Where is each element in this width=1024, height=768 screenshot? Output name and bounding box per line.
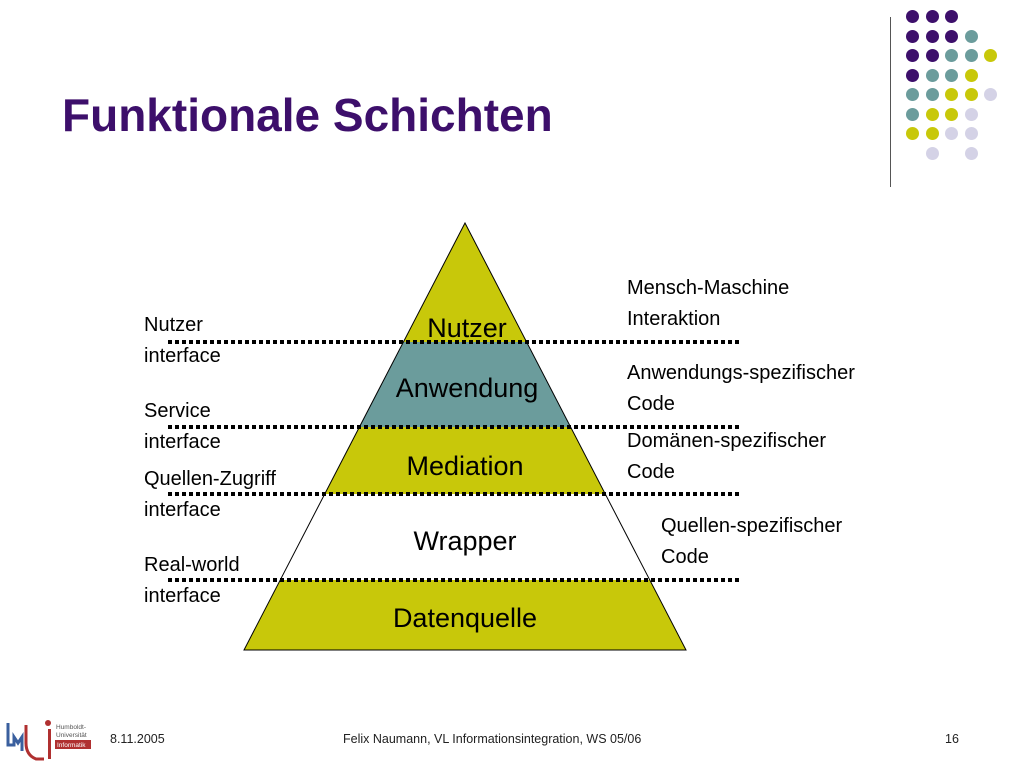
description-line: Interaktion [627,308,721,330]
footer-page-number: 16 [945,732,959,746]
description-line: Code [661,546,709,568]
interface-label-line: interface [144,499,221,521]
slide-title: Funktionale Schichten [62,89,553,141]
interface-label-real-world [144,550,240,612]
logo-text-line2: Universität [56,732,87,739]
interface-label-quellen-zugriff [144,464,276,526]
logo-mark [26,725,44,759]
interface-label-line: Service [144,400,211,422]
description-domaenen-spezifisch [627,426,826,488]
interface-label-line: Nutzer [144,314,203,336]
description-line: Code [627,393,675,415]
interface-label-line: interface [144,345,221,367]
description-line: Mensch-Maschine [627,277,790,299]
university-logo [4,715,104,765]
logo-mark [48,729,51,759]
description-mensch-maschine [627,273,789,335]
layer-label-mediation: Mediation [406,451,524,481]
logo-text-line3: Informatik [57,742,86,749]
interface-label-line: Real-world [144,554,240,576]
logo-text-line1: Humboldt- [56,724,86,731]
logo-mark [45,720,51,726]
description-quellen-spezifisch [661,511,842,573]
interface-label-line: Quellen-Zugriff [144,468,276,490]
description-line: Anwendungs-spezifischer [627,362,855,384]
interface-label-line: interface [144,431,221,453]
layer-label-datenquelle: Datenquelle [392,603,538,633]
logo-mark [8,723,22,751]
layer-label-nutzer: Nutzer [427,313,507,343]
footer-author-course: Felix Naumann, VL Informationsintegration, WS 05/06 [343,732,642,746]
interface-label-service [144,396,221,458]
layer-label-anwendung: Anwendung [395,373,539,403]
description-line: Code [627,461,675,483]
pyramid-layers [244,223,686,650]
description-anwendungs-spezifisch [627,358,855,420]
description-line: Domänen-spezifischer [627,430,826,452]
interface-label-nutzer [144,310,221,372]
footer-date: 8.11.2005 [110,732,165,746]
description-line: Quellen-spezifischer [661,515,843,537]
interface-label-line: interface [144,585,221,607]
layer-label-wrapper: Wrapper [413,526,517,556]
